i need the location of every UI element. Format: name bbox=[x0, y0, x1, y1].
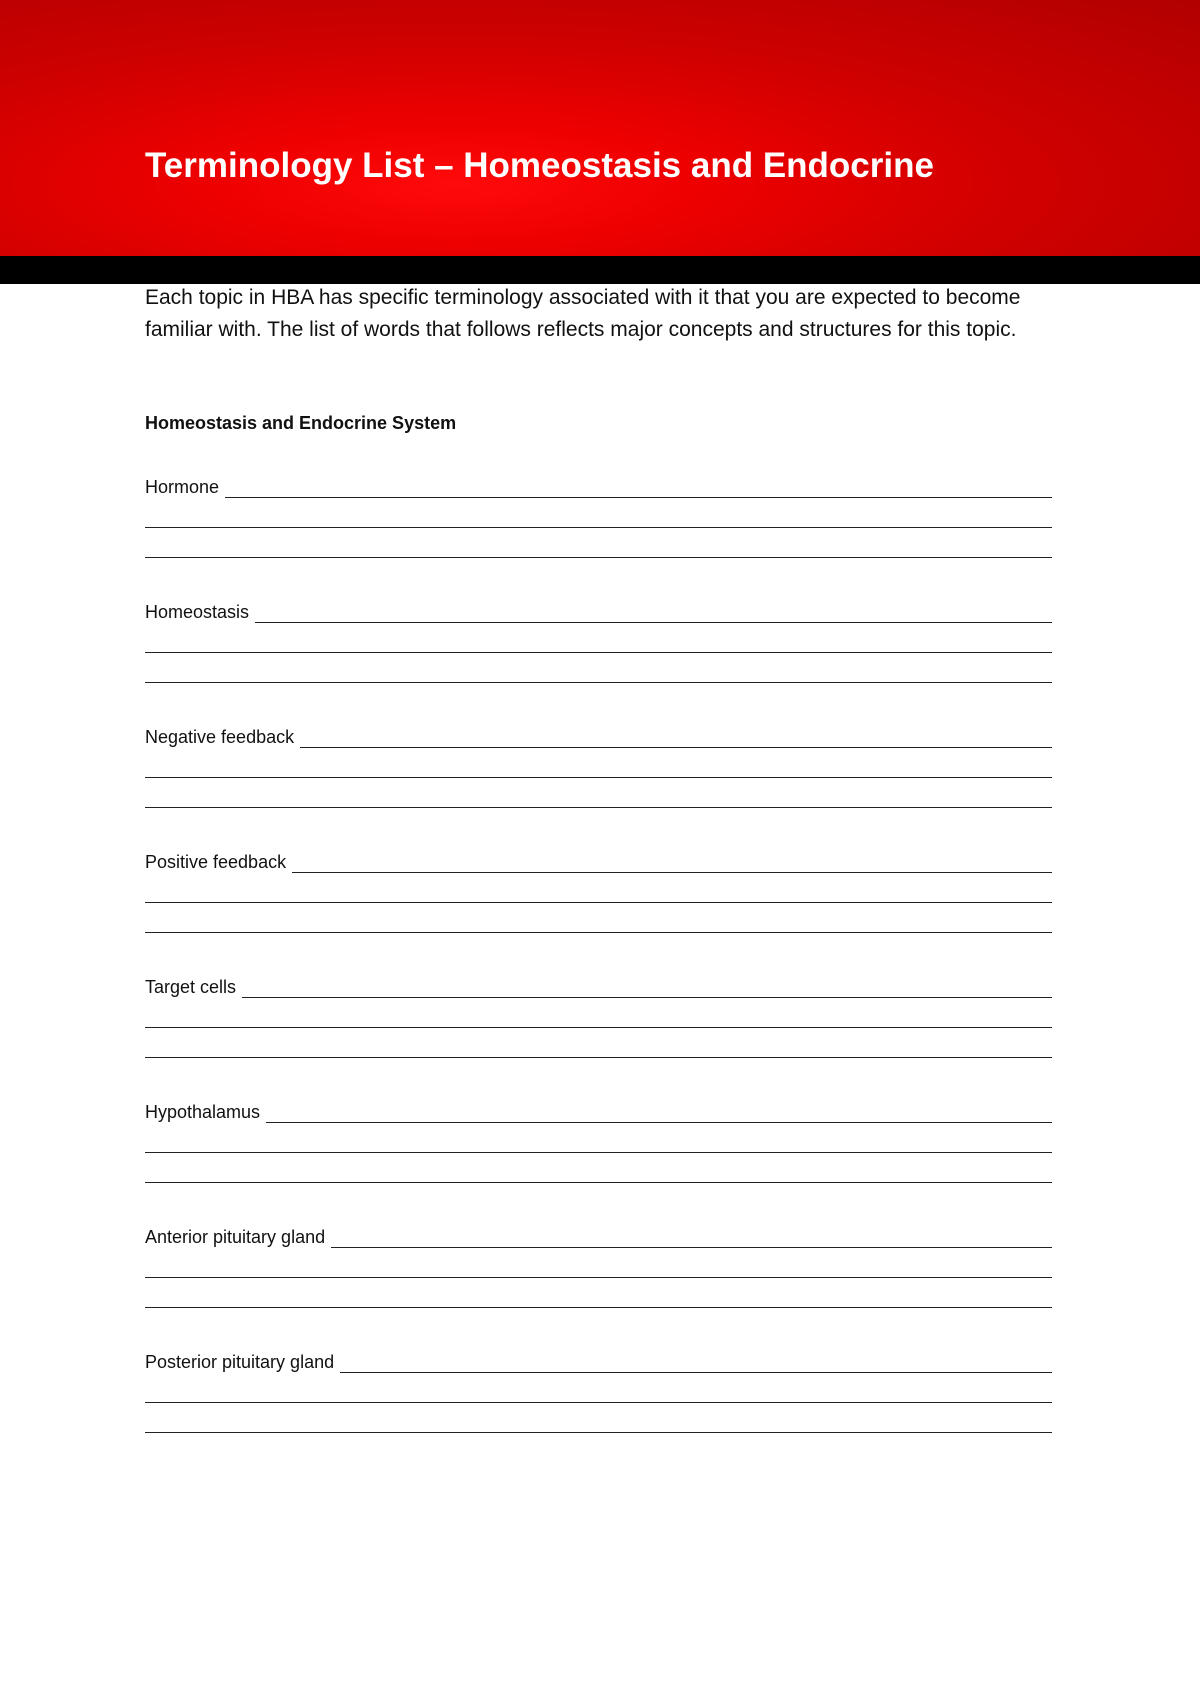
term-posterior-pituitary-gland bbox=[145, 1345, 1052, 1470]
answer-line[interactable] bbox=[145, 748, 1052, 778]
term-label: Hypothalamus bbox=[145, 1102, 261, 1122]
page-title: Terminology List – Homeostasis and Endocrine bbox=[145, 146, 934, 185]
answer-line[interactable] bbox=[145, 1403, 1052, 1433]
answer-line[interactable] bbox=[145, 498, 1052, 528]
term-label: Homeostasis bbox=[145, 602, 250, 622]
term-hormone bbox=[145, 470, 1052, 595]
term-hypothalamus bbox=[145, 1095, 1052, 1220]
term-homeostasis bbox=[145, 595, 1052, 720]
answer-line[interactable] bbox=[145, 998, 1052, 1028]
intro-paragraph: Each topic in HBA has specific terminology associated with it that you are expected to become familiar with. The list of words that follows reflects major concepts and structures for this topic. bbox=[145, 286, 1021, 341]
answer-line[interactable] bbox=[266, 1122, 1052, 1123]
answer-line[interactable] bbox=[145, 778, 1052, 808]
answer-line[interactable] bbox=[242, 997, 1052, 998]
answer-line[interactable] bbox=[145, 1248, 1052, 1278]
answer-line[interactable] bbox=[145, 1373, 1052, 1403]
term-target-cells bbox=[145, 970, 1052, 1095]
term-label: Negative feedback bbox=[145, 727, 295, 747]
term-label: Positive feedback bbox=[145, 852, 287, 872]
answer-line[interactable] bbox=[145, 528, 1052, 558]
answer-line[interactable] bbox=[255, 622, 1052, 623]
answer-line[interactable] bbox=[292, 872, 1052, 873]
answer-line[interactable] bbox=[331, 1247, 1052, 1248]
answer-line[interactable] bbox=[225, 497, 1052, 498]
header-divider-bar bbox=[0, 256, 1200, 284]
term-label: Anterior pituitary gland bbox=[145, 1227, 326, 1247]
answer-line[interactable] bbox=[145, 1123, 1052, 1153]
answer-line[interactable] bbox=[145, 1153, 1052, 1183]
term-label: Posterior pituitary gland bbox=[145, 1352, 335, 1372]
term-positive-feedback bbox=[145, 845, 1052, 970]
answer-line[interactable] bbox=[300, 747, 1052, 748]
answer-line[interactable] bbox=[145, 623, 1052, 653]
header-banner bbox=[0, 0, 1200, 256]
answer-line[interactable] bbox=[145, 653, 1052, 683]
answer-line[interactable] bbox=[145, 1028, 1052, 1058]
answer-line[interactable] bbox=[145, 903, 1052, 933]
term-anterior-pituitary-gland bbox=[145, 1220, 1052, 1345]
terminology-list bbox=[145, 470, 1052, 1470]
term-label: Target cells bbox=[145, 977, 237, 997]
term-label: Hormone bbox=[145, 477, 220, 497]
term-negative-feedback bbox=[145, 720, 1052, 845]
answer-line[interactable] bbox=[145, 873, 1052, 903]
answer-line[interactable] bbox=[340, 1372, 1052, 1373]
section-heading: Homeostasis and Endocrine System bbox=[145, 413, 457, 433]
answer-line[interactable] bbox=[145, 1278, 1052, 1308]
